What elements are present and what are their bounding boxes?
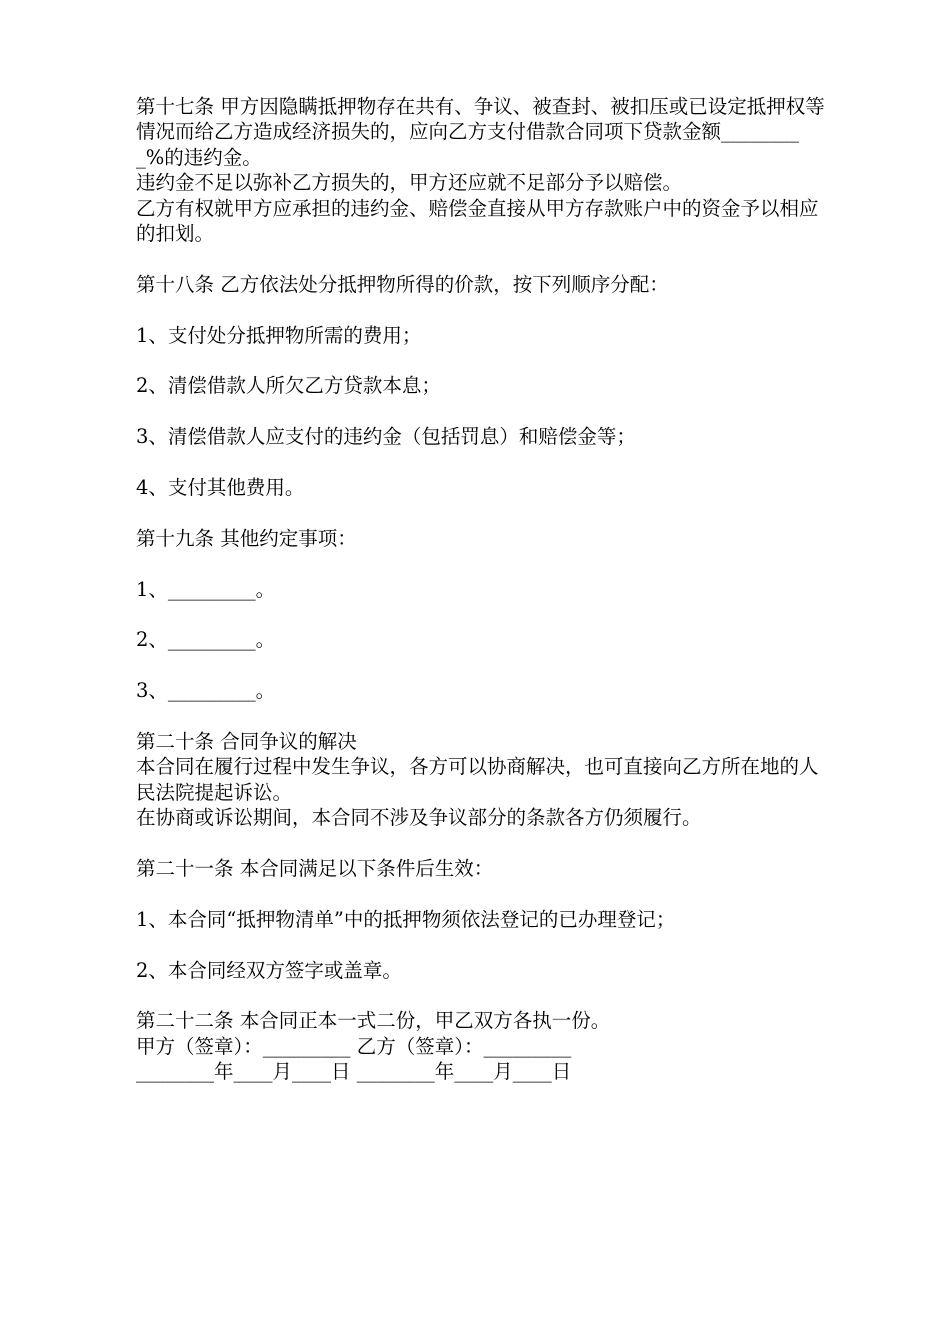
article-18-item-3: 3、清偿借款人应支付的违约金（包括罚息）和赔偿金等； — [136, 425, 636, 449]
article-19-title: 第十九条 其他约定事项： — [136, 526, 357, 550]
article-17-text: 第十七条 甲方因隐瞒抵押物存在共有、争议、被查封、被扣压或已设定抵押权等情况而给乙方造成经济损失的，应向乙方支付借款合同项下贷款金额_________%的违约金。 — [136, 95, 825, 169]
article-20-line-2: 在协商或诉讼期间，本合同不涉及争议部分的条款各方仍须履行。 — [136, 806, 702, 830]
article-18-item-2: 2、清偿借款人所欠乙方贷款本息； — [136, 374, 441, 398]
article-18 — [136, 272, 826, 501]
article-20-title: 第二十条 合同争议的解决 — [136, 730, 357, 753]
article-20 — [136, 729, 826, 831]
article-20-line-1: 本合同在履行过程中发生争议，各方可以协商解决，也可直接向乙方所在地的人民法院提起诉讼。 — [136, 755, 819, 804]
article-22 — [136, 1008, 826, 1084]
article-17-line-3: 乙方有权就甲方应承担的违约金、赔偿金直接从甲方存款账户中的资金予以相应的扣划。 — [136, 196, 819, 246]
article-22-title: 第二十二条 本合同正本一式二份，甲乙双方各执一份。 — [136, 1009, 611, 1033]
article-17 — [136, 94, 826, 246]
signature-line: 甲方（签章）：_________ 乙方（签章）：_________ — [136, 1034, 572, 1058]
article-19-item-3: 3、_________。 — [136, 679, 276, 703]
article-18-item-4: 4、支付其他费用。 — [136, 476, 305, 500]
article-17-line-2: 违约金不足以弥补乙方损失的，甲方还应就不足部分予以赔偿。 — [136, 171, 683, 195]
document-page — [136, 94, 826, 1085]
article-18-title: 第十八条 乙方依法处分抵押物所得的价款，按下列顺序分配： — [136, 272, 669, 296]
article-18-item-1: 1、支付处分抵押物所需的费用； — [136, 323, 422, 347]
article-21-item-1: 1、本合同“抵押物清单”中的抵押物须依法登记的已办理登记； — [136, 907, 676, 931]
date-line: ________年____月____日 ________年____月____日 — [136, 1060, 572, 1084]
article-21-title: 第二十一条 本合同满足以下条件后生效： — [136, 857, 494, 881]
article-19-item-2: 2、_________。 — [136, 628, 276, 652]
article-19-item-1: 1、_________。 — [136, 577, 276, 601]
article-21 — [136, 856, 826, 983]
article-21-item-2: 2、本合同经双方签字或盖章。 — [136, 958, 402, 982]
article-19 — [136, 526, 826, 704]
